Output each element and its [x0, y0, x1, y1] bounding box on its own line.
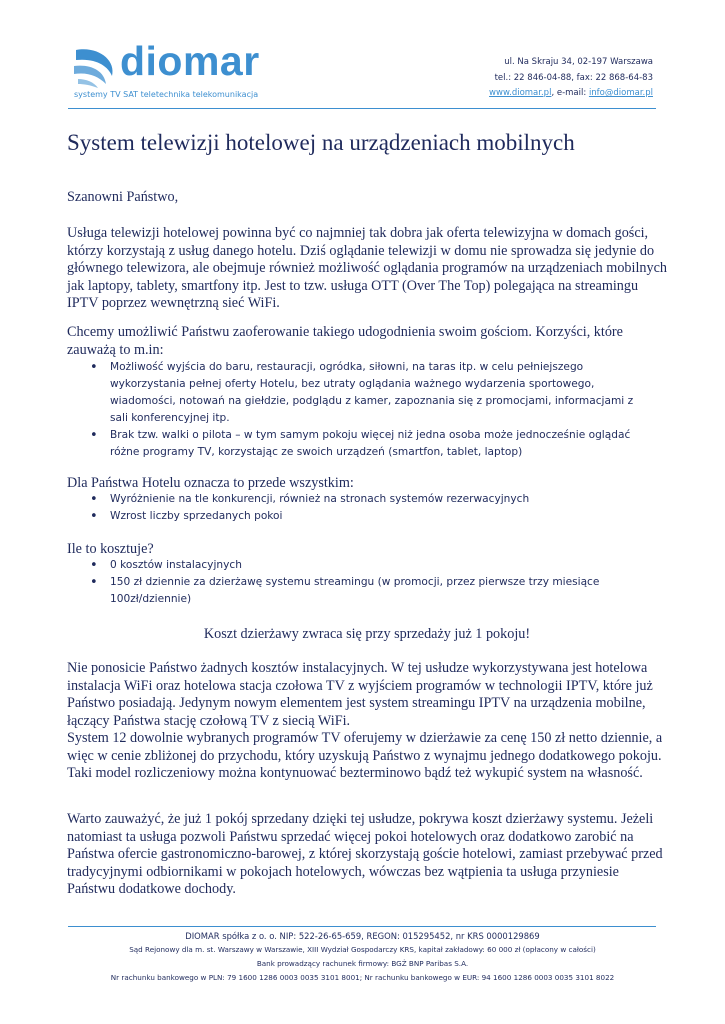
hotel-benefits-list	[90, 491, 650, 525]
footer-accounts: Nr rachunku bankowego w PLN: 79 1600 1286 0003 0035 3101 8001; Nr rachunku bankowego w EUR: 94 1600 1286 0003 0035 3101 8022	[110, 973, 615, 982]
list-item: • 150 zł dziennie za dzierżawę systemu streamingu (w promocji, przez pierwsze trzy miesiące 100zł/dziennie)	[90, 574, 650, 608]
footer-company: DIOMAR spółka z o. o. NIP: 522-26-65-659, REGON: 015295452, nr KRS 0000129869	[185, 931, 540, 941]
hotel-lead: Dla Państwa Hotelu oznacza to przede wszystkim:	[67, 475, 354, 491]
list-item: • Wzrost liczby sprzedanych pokoi	[90, 508, 650, 525]
list-item: • 0 kosztów instalacyjnych	[90, 557, 650, 574]
website-link[interactable]: www.diomar.pl	[489, 88, 552, 98]
company-logo	[72, 38, 282, 104]
document-title: System telewizji hotelowej na urządzeniach mobilnych	[67, 130, 575, 155]
highlight-statement: Koszt dzierżawy zwraca się przy sprzedaży już 1 pokoju!	[203, 626, 531, 642]
header-divider	[68, 108, 656, 109]
email-link[interactable]: info@diomar.pl	[588, 88, 653, 98]
list-item: • Możliwość wyjścia do baru, restauracji, ogródka, siłowni, na taras itp. w celu pełniejszego wykorzystania pełnej oferty Hotelu, bez utraty oglądania ważnego wydarzenia sportowego, wiadomości, notowań na giełdzie, podglądu z kamer, zapoznania się z promocjami, informacjami z sali konferencyjnej itp.	[90, 359, 650, 427]
benefits-list	[90, 359, 650, 461]
cost-list	[90, 557, 650, 608]
footer	[40, 929, 685, 985]
email-prefix: , e-mail:	[551, 88, 589, 98]
cost-lead: Ile to kosztuje?	[67, 541, 154, 557]
footer-divider	[68, 926, 656, 927]
brand-name: diomar	[120, 38, 260, 84]
footer-court: Sąd Rejonowy dla m. st. Warszawy w Warszawie, XIII Wydział Gospodarczy KRS, kapitał zakładowy: 60 000 zł (opłacony w całości)	[129, 945, 596, 954]
logo-mark-icon	[72, 46, 118, 90]
company-phones: tel.: 22 846-04-88, fax: 22 868-64-83	[494, 72, 653, 83]
benefits-lead: Chcemy umożliwić Państwu zaoferowanie takiego udogodnienia swoim gościom. Korzyści, które zauważą to m.in:	[67, 324, 623, 358]
contact-links	[489, 86, 653, 102]
footer-bank: Bank prowadzący rachunek firmowy: BGŻ BNP Paribas S.A.	[256, 959, 469, 968]
closing-paragraph: Warto zauważyć, że już 1 pokój sprzedany dzięki tej usłudze, pokrywa koszt dzierżawy systemu. Jeżeli natomiast ta usługa pozwoli Państwu sprzedać więcej pokoi hotelowych oraz dodatkowo zarobić na Państwa ofercie gastronomiczno-barowej, z której skorzystają goście hotelowi, zamiast przebywać przed tradycyjnymi odbiornikami w pokojach hotelowych, wówczas bez wątpienia ta usługa przyniesie Państwu dodatkowe dochody.	[67, 811, 663, 898]
greeting: Szanowni Państwo,	[67, 189, 179, 205]
brand-tagline: systemy TV SAT teletechnika telekomunikacja	[74, 90, 259, 99]
details-paragraph-2: System 12 dowolnie wybranych programów TV oferujemy w dzierżawie za cenę 150 zł netto dziennie, a więc w cenie zbliżonej do przychodu, który uzyskują Państwo z wynajmu jednego dodatkowego pokoju. Taki model rozliczeniowy można kontynuować bezterminowo bądź też wykupić system na własność.	[67, 730, 663, 782]
company-address: ul. Na Skraju 34, 02-197 Warszawa	[504, 57, 653, 67]
intro-paragraph: Usługa telewizji hotelowej powinna być co najmniej tak dobra jak oferta telewizyjna w domach gości, którzy korzystają z usług danego hotelu. Dziś oglądanie telewizji w domu nie sprowadza się jedynie do głównego telewizora, ale obejmuje również możliwość oglądania programów na urządzeniach mobilnych jak laptopy, tablety, smartfony itp. Jest to tzw. usługa OTT (Over The Top) polegająca na streamingu IPTV poprzez wewnętrzną sieć WiFi.	[67, 225, 667, 312]
details-paragraph-1: Nie ponosicie Państwo żadnych kosztów instalacyjnych. W tej usłudze wykorzystywana jest hotelowa instalacja WiFi oraz hotelowa stacja czołowa TV z wyjściem programów w technologii IPTV, które już Państwo posiadają. Jedynym nowym elementem jest system streamingu IPTV na urządzenia mobilne, łączący Państwa stację czołową TV z siecią WiFi.	[67, 660, 653, 729]
contact-block	[489, 55, 653, 102]
list-item: • Brak tzw. walki o pilota – w tym samym pokoju więcej niż jedna osoba może jednocześnie oglądać różne programy TV, korzystając ze swoich urządzeń (smartfon, tablet, laptop)	[90, 427, 650, 461]
list-item: • Wyróżnienie na tle konkurencji, również na stronach systemów rezerwacyjnych	[90, 491, 650, 508]
